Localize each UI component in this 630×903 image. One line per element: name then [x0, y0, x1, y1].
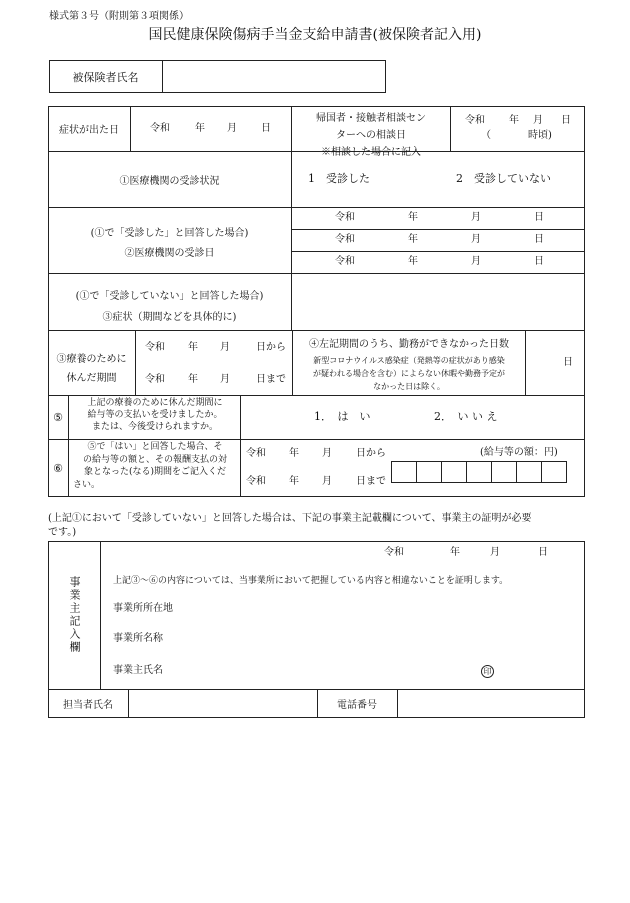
employer-side-label: 事業主記入欄 — [68, 576, 81, 654]
q1-option-visited[interactable]: 1 受診した — [308, 172, 370, 185]
insured-name-field[interactable] — [163, 60, 385, 93]
office-address-field[interactable] — [180, 600, 580, 618]
q2-date-3[interactable]: 令和 年 月 日 — [335, 256, 544, 267]
office-name-label: 事業所名称 — [113, 633, 163, 644]
q2-date-2[interactable]: 令和 年 月 日 — [335, 234, 544, 245]
q4-days-field[interactable] — [526, 331, 584, 394]
owner-name-field[interactable] — [180, 662, 470, 680]
symptom-onset-date[interactable]: 令和 年 月 日 — [150, 123, 271, 134]
employer-certification: 上記③～⑥の内容については、当事業所において把握している内容と相違ないことを証明します。 — [113, 576, 509, 586]
q5-question: 上記の療養のために休んだ期間に 給与等の支払いを受けましたか。 または、今後受けられますか。 — [87, 398, 223, 432]
q6-number: ⑥ — [53, 461, 63, 475]
q3-label: (①で「受診していない」と回答した場合) ③症状（期間などを具体的に) — [75, 291, 264, 323]
q6-question: ⑤で「はい」と回答した場合、そ の給与等の額と、その報酬支払の対 象となった(なる)期間をご記入くだ さい。 — [73, 442, 227, 490]
q4-days-unit: 日 — [563, 357, 573, 368]
office-address-label: 事業所所在地 — [113, 603, 173, 614]
phone-label: 電話番号 — [337, 700, 377, 711]
q2-label: (①で「受診した」と回答した場合) ②医療機関の受診日 — [90, 228, 249, 259]
q1-label: ①医療機関の受診状況 — [119, 175, 220, 187]
leave-period-dates[interactable]: 令和 年 月 日から 令和 年 月 日まで — [145, 342, 286, 385]
employer-note-line1: (上記①において「受診していない」と回答した場合は、下記の事業主記載欄について、事業主の証明が必要 — [48, 513, 532, 524]
q5-option-yes[interactable]: 1． は い — [314, 410, 371, 423]
consultation-center-date[interactable]: 令和 年 月 日 （ 時頃) — [465, 115, 571, 141]
q1-option-not-visited[interactable]: 2 受診していない — [456, 172, 551, 185]
contact-person-label: 担当者氏名 — [63, 700, 113, 711]
q5-option-no[interactable]: 2． い い え — [434, 410, 498, 423]
phone-field[interactable] — [398, 690, 584, 717]
consultation-center-label: 帰国者・接触者相談セン ターへの相談日 ※相談した場合に記入 — [316, 113, 426, 158]
insured-name-label: 被保険者氏名 — [72, 70, 139, 84]
office-name-field[interactable] — [180, 630, 580, 648]
page-title: 国民健康保険傷病手当金支給申請書(被保険者記入用) — [148, 27, 482, 43]
owner-name-label: 事業主氏名 — [113, 665, 163, 676]
symptom-onset-label: 症状が出た日 — [59, 125, 119, 136]
contact-person-field[interactable] — [129, 690, 317, 717]
seal-mark: 印 — [481, 665, 494, 678]
q2-date-1[interactable]: 令和 年 月 日 — [335, 212, 544, 223]
q6-period-dates[interactable]: 令和 年 月 日から 令和 年 月 日まで — [246, 448, 386, 487]
q6-amount-label: (給与等の額：円) — [480, 447, 558, 458]
form-number: 様式第３号（附則第３項関係） — [49, 11, 189, 22]
q3-symptom-field[interactable] — [292, 274, 584, 329]
employer-cert-date[interactable]: 令和 年 月 日 — [384, 547, 548, 558]
leave-period-label: ③療養のために 休んだ期間 — [56, 354, 127, 384]
q5-number: ⑤ — [53, 410, 63, 424]
employer-note-line2: です。) — [48, 527, 77, 538]
q4-label: ④左記期間のうち、勤務ができなかった日数 新型コロナウイルス感染症（発熱等の症状があり感染 が疑われる場合を含む）によらない休暇や勤務予定が なかった日は除く。 — [309, 339, 509, 391]
